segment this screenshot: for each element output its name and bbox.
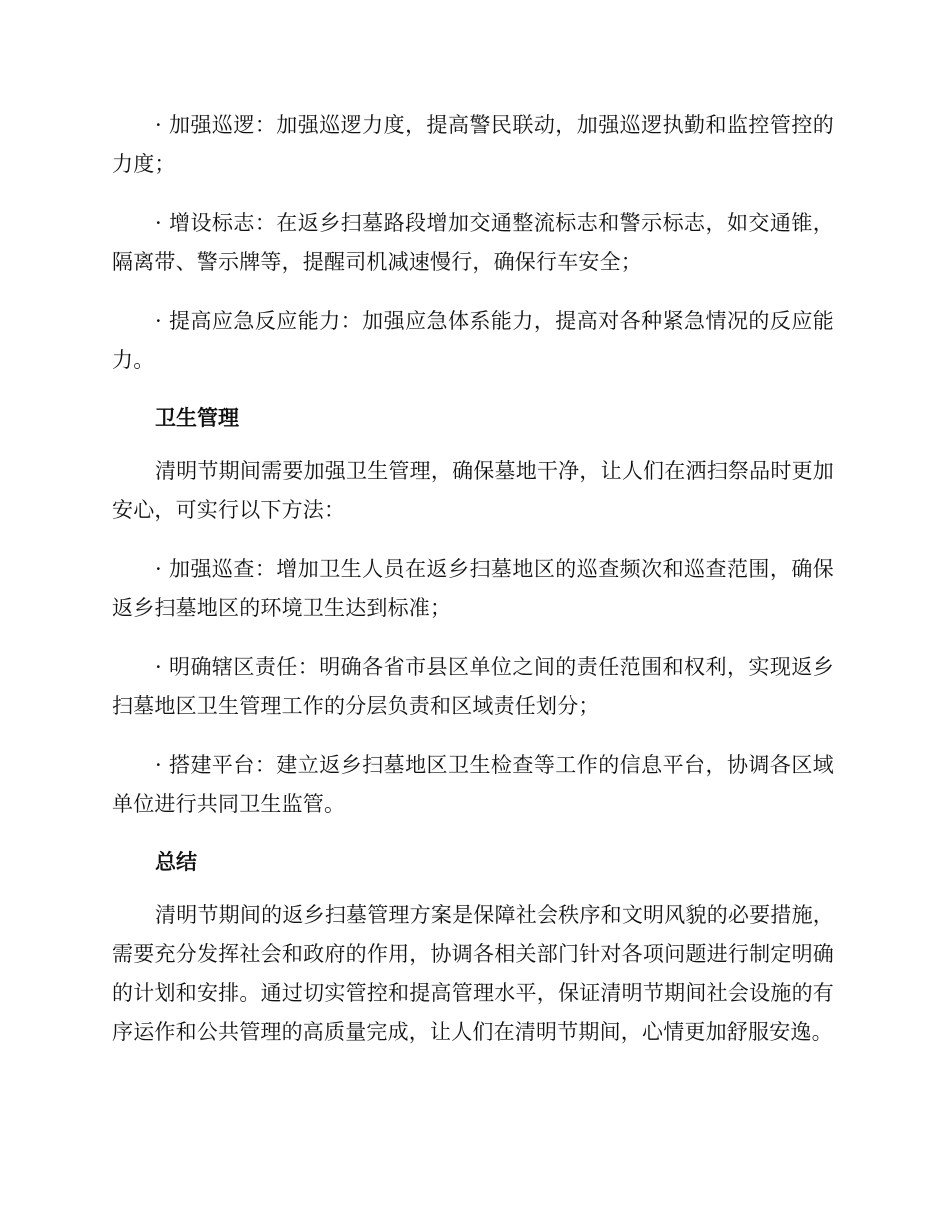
bullet-inspection: · 加强巡查：增加卫生人员在返乡扫墓地区的巡查频次和巡查范围，确保返乡扫墓地区的环境卫生达到标准；	[112, 557, 834, 620]
hygiene-intro: 清明节期间需要加强卫生管理，确保墓地干净，让人们在洒扫祭品时更加安心，可实行以下方法：	[112, 459, 834, 522]
section-heading-hygiene: 卫生管理	[155, 406, 239, 430]
bullet-platform: · 搭建平台：建立返乡扫墓地区卫生检查等工作的信息平台，协调各区域单位进行共同卫生监管。	[112, 753, 834, 816]
summary-body: 清明节期间的返乡扫墓管理方案是保障社会秩序和文明风貌的必要措施，需要充分发挥社会和政府的作用，协调各相关部门针对各项问题进行制定明确的计划和安排。通过切实管控和提高管理水平，保证清明节期间社会设施的有序运作和公共管理的高质量完成，让人们在清明节期间，心情更加舒服安逸。	[112, 903, 834, 1044]
section-heading-summary: 总结	[155, 850, 197, 874]
bullet-patrol: · 加强巡逻：加强巡逻力度，提高警民联动，加强巡逻执勤和监控管控的力度；	[112, 113, 834, 176]
bullet-signage: · 增设标志：在返乡扫墓路段增加交通整流标志和警示标志，如交通锥，隔离带、警示牌等，提醒司机减速慢行，确保行车安全；	[112, 211, 834, 274]
bullet-jurisdiction: · 明确辖区责任：明确各省市县区单位之间的责任范围和权利，实现返乡扫墓地区卫生管理工作的分层负责和区域责任划分；	[112, 655, 834, 718]
document-page	[112, 106, 834, 1072]
bullet-emergency-response: · 提高应急反应能力：加强应急体系能力，提高对各种紧急情况的反应能力。	[112, 309, 834, 372]
